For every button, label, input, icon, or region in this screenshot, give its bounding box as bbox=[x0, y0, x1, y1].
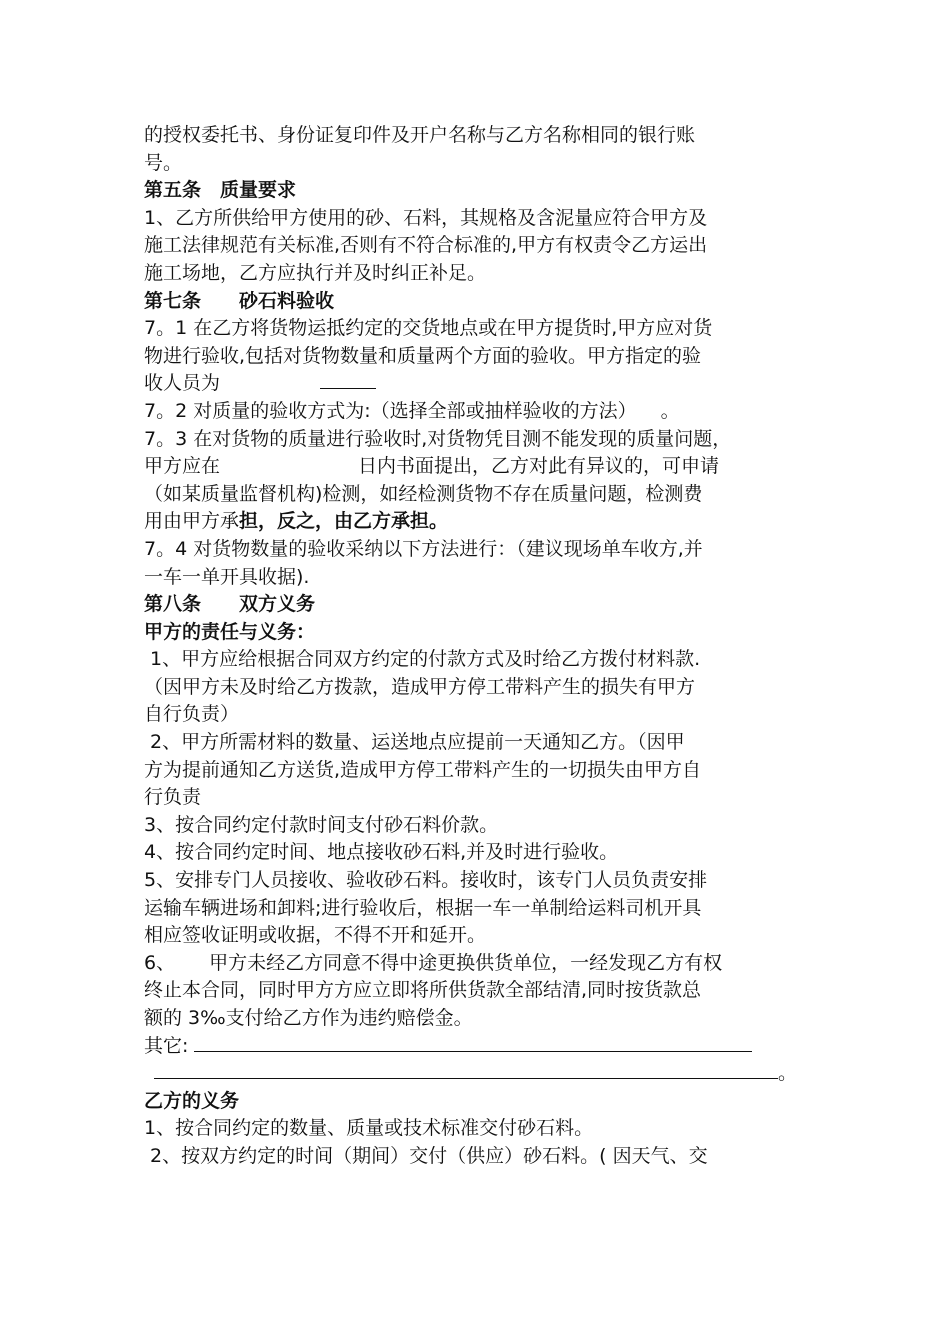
section-heading: 第五条 质量要求 bbox=[144, 179, 297, 202]
text-line: 终止本合同，同时甲方方应立即将所供货款全部结清,同时按货款总 bbox=[144, 979, 702, 1002]
text-line: （因甲方未及时给乙方拨款，造成甲方停工带料产生的损失有甲方 bbox=[144, 675, 696, 698]
inspector-label: 收人员为 bbox=[144, 372, 221, 395]
text-span: 日内书面提出，乙方对此有异议的，可申请 bbox=[358, 455, 720, 478]
text-line: 7。3 在对货物的质量进行验收时,对货物凭目测不能发现的质量问题， bbox=[144, 427, 732, 450]
text-line: 施工法律规范有关标准,否则有不符合标准的,甲方有权责令乙方运出 bbox=[144, 234, 708, 257]
text-line: 7。1 在乙方将货物运抵约定的交货地点或在甲方提货时,甲方应对货 bbox=[144, 317, 713, 340]
text-line bbox=[144, 398, 810, 426]
text-line: 号。 bbox=[144, 151, 183, 174]
text-span: 用由甲方承 bbox=[144, 510, 240, 533]
text-line: 物进行验收,包括对货物数量和质量两个方面的验收。甲方指定的验 bbox=[144, 344, 702, 367]
subsection-heading: 乙方的义务 bbox=[144, 1089, 240, 1112]
text-line: 相应签收证明或收据，不得不开和延开。 bbox=[144, 924, 487, 947]
text-line: 1、甲方应给根据合同双方约定的付款方式及时给乙方拨付材料款. bbox=[144, 648, 701, 671]
text-line: 4、按合同约定时间、地点接收砂石料,并及时进行验收。 bbox=[144, 841, 619, 864]
text-line bbox=[144, 508, 810, 536]
text-line: 5、安排专门人员接收、验收砂石料。接收时，该专门人员负责安排 bbox=[144, 869, 708, 892]
text-span: 甲方应在 bbox=[144, 455, 221, 478]
bold-span: 担，反之，由乙方承担。 bbox=[239, 510, 449, 533]
text-line: 额的 3‰支付给乙方作为违约赔偿金。 bbox=[144, 1007, 473, 1029]
other-label: 其它: bbox=[144, 1034, 195, 1057]
text-span: 7。2 对质量的验收方式为:（选择全部或抽样验收的方法） bbox=[144, 399, 637, 422]
period: 。 bbox=[778, 1062, 798, 1085]
text-line bbox=[144, 950, 810, 978]
text-line: 7。4 对货物数量的验收采纳以下方法进行：（建议现场单车收方,并 bbox=[144, 537, 703, 560]
section-heading: 第七条 砂石料验收 bbox=[144, 289, 335, 312]
section-heading: 第八条 双方义务 bbox=[144, 593, 316, 616]
text-line: 2、甲方所需材料的数量、运送地点应提前一天通知乙方。（因甲 bbox=[144, 731, 685, 754]
text-line: 行负责 bbox=[144, 786, 202, 809]
period: 。 bbox=[660, 399, 680, 422]
text-line: 自行负责） bbox=[144, 703, 240, 726]
text-line: 3、按合同约定付款时间支付砂石料价款。 bbox=[144, 813, 499, 836]
text-line: 运输车辆进场和卸料;进行验收后，根据一车一单制给运料司机开具 bbox=[144, 896, 702, 919]
text-line: 施工场地，乙方应执行并及时纠正补足。 bbox=[144, 261, 487, 284]
text-line bbox=[144, 1033, 810, 1061]
inspector-blank bbox=[320, 370, 376, 389]
text-line: 1、乙方所供给甲方使用的砂、石料，其规格及含泥量应符合甲方及 bbox=[144, 206, 708, 229]
text-line: 方为提前通知乙方送货,造成甲方停工带料产生的一切损失由甲方自 bbox=[144, 758, 702, 781]
other-blank-2 bbox=[154, 1060, 778, 1079]
text-line: 2、按双方约定的时间（期间）交付（供应）砂石料。( 因天气、交 bbox=[144, 1144, 708, 1167]
text-line: 一车一单开具收据). bbox=[144, 565, 310, 588]
text-line: 的授权委托书、身份证复印件及开户名称与乙方名称相同的银行账 bbox=[144, 124, 696, 146]
text-line: 1、按合同约定的数量、质量或技术标准交付砂石料。 bbox=[144, 1117, 594, 1140]
text-span: 甲方未经乙方同意不得中途更换供货单位，一经发现乙方有权 bbox=[209, 951, 723, 974]
text-line bbox=[144, 1060, 810, 1088]
text-line bbox=[144, 453, 810, 481]
other-blank bbox=[194, 1033, 752, 1052]
text-line bbox=[144, 370, 810, 398]
text-span: 6、 bbox=[144, 951, 176, 974]
subsection-heading: 甲方的责任与义务： bbox=[144, 620, 316, 643]
text-line: （如某质量监督机构)检测，如经检测货物不存在质量问题，检测费 bbox=[144, 482, 703, 505]
